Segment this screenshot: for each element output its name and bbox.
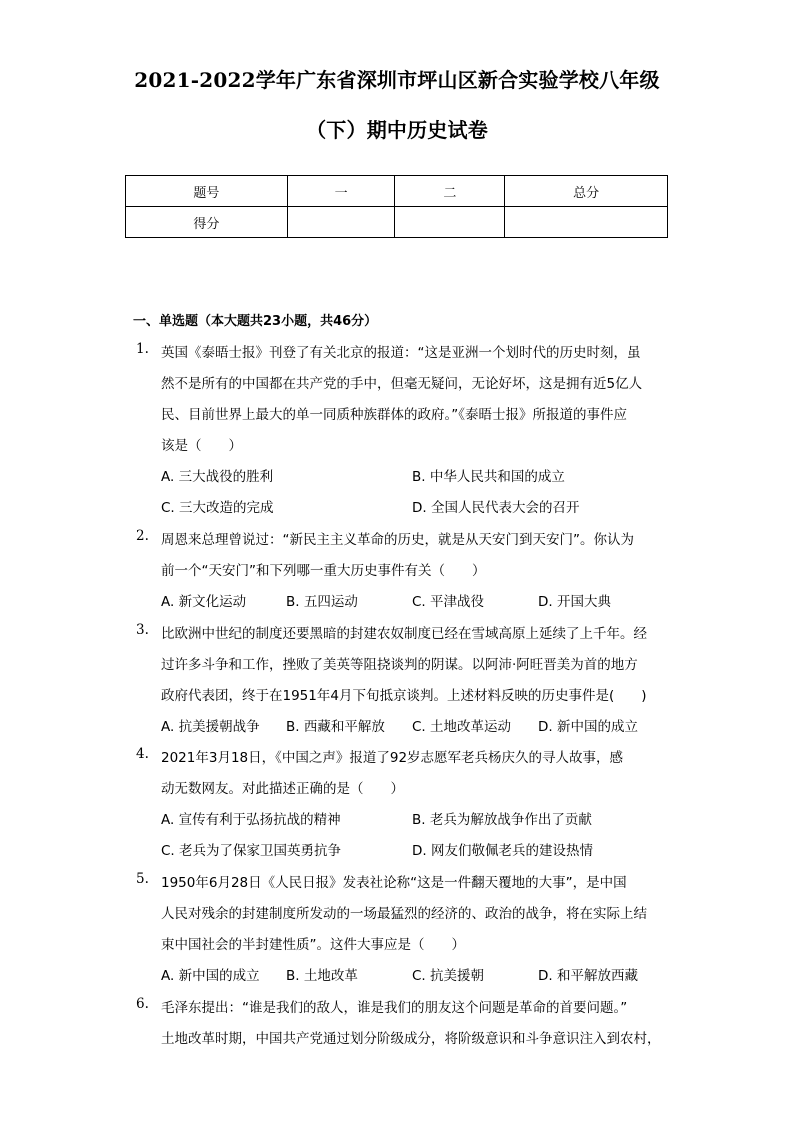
- answer-option-d[interactable]: D. 和平解放西藏: [538, 968, 638, 984]
- answer-option-c[interactable]: C. 老兵为了保家卫国英勇抗争: [161, 843, 342, 859]
- answer-option-d[interactable]: D. 开国大典: [538, 594, 611, 610]
- score-input-cell[interactable]: [505, 207, 668, 238]
- answer-option-c[interactable]: C. 三大改造的完成: [161, 500, 274, 516]
- question-text-line: 毛泽东提出：“谁是我们的敌人，谁是我们的朋友这个问题是革命的首要问题。”: [161, 1000, 628, 1016]
- answer-option-a[interactable]: A. 新中国的成立: [161, 968, 260, 984]
- score-header-cell: 一: [287, 176, 395, 207]
- answer-option-b[interactable]: B. 中华人民共和国的成立: [412, 469, 565, 485]
- answer-option-b[interactable]: B. 五四运动: [286, 594, 358, 610]
- answer-option-c[interactable]: C. 抗美援朝: [412, 968, 485, 984]
- question-text-line: 英国《泰晤士报》刊登了有关北京的报道：“这是亚洲一个划时代的历史时刻，虽: [161, 345, 641, 361]
- answer-option-d[interactable]: D. 全国人民代表大会的召开: [412, 500, 580, 516]
- question-text-line: 土地改革时期，中国共产党通过划分阶级成分，将阶级意识和斗争意识注入到农村，: [161, 1031, 661, 1047]
- answer-option-c[interactable]: C. 土地改革运动: [412, 719, 512, 735]
- question-text-line: 然不是所有的中国都在共产党的手中，但毫无疑问，无论好坏，这是拥有近5亿人: [161, 376, 643, 392]
- question-number: 2.: [136, 528, 149, 544]
- section-heading: 一、单选题（本大题共23小题，共46分）: [133, 314, 378, 329]
- score-table: [125, 175, 668, 238]
- answer-option-d[interactable]: D. 网友们敬佩老兵的建设热情: [412, 843, 593, 859]
- score-header-cell: 总分: [505, 176, 668, 207]
- question-number: 5.: [136, 871, 149, 887]
- question-number: 3.: [136, 622, 149, 638]
- question-text-line: 政府代表团，终于在1951年4月下旬抵京谈判。上述材料反映的历史事件是( ): [161, 688, 647, 704]
- question-text-line: 前一个“天安门”和下列哪一重大历史事件有关（ ）: [161, 563, 486, 579]
- answer-option-b[interactable]: B. 老兵为解放战争作出了贡献: [412, 812, 592, 828]
- question-text-line: 民、目前世界上最大的单一同质种族群体的政府。”《泰晤士报》所报道的事件应: [161, 407, 627, 423]
- answer-option-a[interactable]: A. 宣传有利于弘扬抗战的精神: [161, 812, 341, 828]
- score-table-header-row: [126, 176, 668, 207]
- question-text-line: 过许多斗争和工作，挫败了美英等阻挠谈判的阴谋。以阿沛·阿旺晋美为首的地方: [161, 657, 638, 673]
- answer-option-b[interactable]: B. 土地改革: [286, 968, 358, 984]
- exam-title-line-2: （下）期中历史试卷: [306, 118, 488, 142]
- score-input-cell[interactable]: [287, 207, 395, 238]
- question-number: 6.: [136, 996, 149, 1012]
- question-text-line: 2021年3月18日，《中国之声》报道了92岁志愿军老兵杨庆久的寻人故事，感: [161, 750, 624, 766]
- question-text-line: 1950年6月28日《人民日报》发表社论称“这是一件翻天覆地的大事”，是中国: [161, 875, 627, 891]
- question-number: 4.: [136, 746, 149, 762]
- exam-title-line-1: 2021-2022学年广东省深圳市坪山区新合实验学校八年级: [134, 68, 660, 92]
- answer-option-b[interactable]: B. 西藏和平解放: [286, 719, 385, 735]
- answer-option-c[interactable]: C. 平津战役: [412, 594, 485, 610]
- question-text-line: 人民对残余的封建制度所发动的一场最猛烈的经济的、政治的战争，将在实际上结: [161, 906, 647, 922]
- score-table-score-row: [126, 207, 668, 238]
- score-label-cell: 得分: [126, 207, 288, 238]
- answer-option-a[interactable]: A. 抗美援朝战争: [161, 719, 260, 735]
- answer-option-a[interactable]: A. 新文化运动: [161, 594, 247, 610]
- question-text-line: 该是（ ）: [161, 438, 242, 454]
- question-text-line: 周恩来总理曾说过：“新民主主义革命的历史，就是从天安门到天安门”。你认为: [161, 532, 634, 548]
- question-number: 1.: [136, 341, 149, 357]
- question-text-line: 比欧洲中世纪的制度还要黑暗的封建农奴制度已经在雪域高原上延续了上千年。经: [161, 626, 647, 642]
- question-text-line: 动无数网友。对此描述正确的是（ ）: [161, 781, 404, 797]
- score-header-cell: 二: [395, 176, 505, 207]
- score-input-cell[interactable]: [395, 207, 505, 238]
- answer-option-a[interactable]: A. 三大战役的胜利: [161, 469, 274, 485]
- question-text-line: 束中国社会的半封建性质”。这件大事应是（ ）: [161, 937, 465, 953]
- answer-option-d[interactable]: D. 新中国的成立: [538, 719, 638, 735]
- score-header-cell: 题号: [126, 176, 288, 207]
